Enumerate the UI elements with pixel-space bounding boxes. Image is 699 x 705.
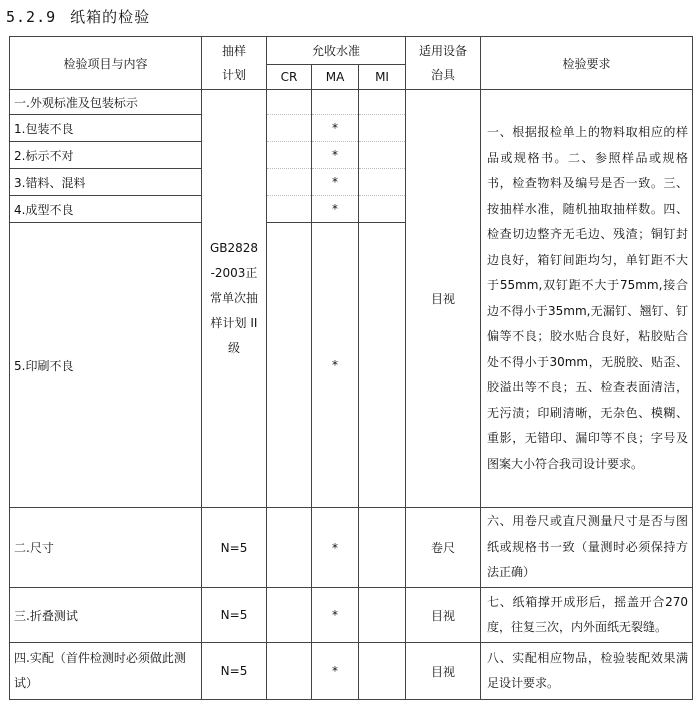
table-row [10, 508, 693, 588]
item-cell: 1.包装不良 [10, 115, 202, 142]
section-number: 5.2.9 [6, 8, 57, 26]
equipment-cell: 卷尺 [406, 508, 481, 588]
item-cell: 四.实配（首件检测时必须做此测试） [10, 643, 202, 700]
header-equipment: 适用设备治具 [406, 37, 481, 90]
equipment-cell: 目视 [406, 588, 481, 643]
header-ma: MA [312, 65, 359, 90]
ma-cell: * [312, 169, 359, 196]
ma-cell: * [312, 115, 359, 142]
requirement-cell: 六、用卷尺或直尺测量尺寸是否与图纸或规格书一致（量测时必须保持方法正确） [481, 508, 693, 588]
ma-cell: * [312, 508, 359, 588]
equipment-cell: 目视 [406, 643, 481, 700]
inspection-table [9, 36, 693, 700]
requirement-cell: 七、纸箱撑开成形后，摇盖开合270度，往复三次，内外面纸无裂缝。 [481, 588, 693, 643]
item-cell: 3.错料、混料 [10, 169, 202, 196]
item-cell: 一.外观标准及包装标示 [10, 90, 202, 115]
header-plan: 抽样计划 [202, 37, 267, 90]
table-row [10, 588, 693, 643]
item-cell: 2.标示不对 [10, 142, 202, 169]
item-cell: 5.印刷不良 [10, 223, 202, 508]
requirement-cell: 八、实配相应物品，检验装配效果满足设计要求。 [481, 643, 693, 700]
section-heading [6, 4, 150, 30]
table-row [10, 643, 693, 700]
item-cell: 二.尺寸 [10, 508, 202, 588]
ma-cell: * [312, 588, 359, 643]
item-cell: 4.成型不良 [10, 196, 202, 223]
ma-cell: * [312, 196, 359, 223]
section-title: 纸箱的检验 [70, 8, 151, 26]
requirement-cell: 一、根据报检单上的物料取相应的样品或规格书。二、参照样品或规格书，检查物料及编号是否一致。三、按抽样水准，随机抽取抽样数。四、检查切边整齐无毛边、残渣；铜钉封边良好，箱钉间距均匀，单钉距不大于55mm,双钉距不大于75mm,接合边不得小于35mm,无漏钉、翘钉、钉偏等不良；胶水贴合良好，粘胶贴合处不得小于30mm，无脱胶、贴歪、胶溢出等不良；五、检查表面清洁，无污渍；印刷清晰，无杂色、模糊、重影，无错印、漏印等不良；字号及图案大小符合我司设计要求。 [481, 90, 693, 508]
header-aql: 允收水准 [267, 37, 406, 65]
equipment-cell: 目视 [406, 90, 481, 508]
plan-cell: N=5 [202, 588, 267, 643]
plan-cell: GB2828-2003正常单次抽样计划 II级 [202, 90, 267, 508]
plan-cell: N=5 [202, 508, 267, 588]
header-cr: CR [267, 65, 312, 90]
plan-cell: N=5 [202, 643, 267, 700]
table-row [10, 90, 693, 115]
item-cell: 三.折叠测试 [10, 588, 202, 643]
ma-cell: * [312, 142, 359, 169]
ma-cell [312, 90, 359, 115]
header-item: 检验项目与内容 [10, 37, 202, 90]
ma-cell: * [312, 643, 359, 700]
ma-cell: * [312, 223, 359, 508]
header-mi: MI [359, 65, 406, 90]
header-requirement: 检验要求 [481, 37, 693, 90]
